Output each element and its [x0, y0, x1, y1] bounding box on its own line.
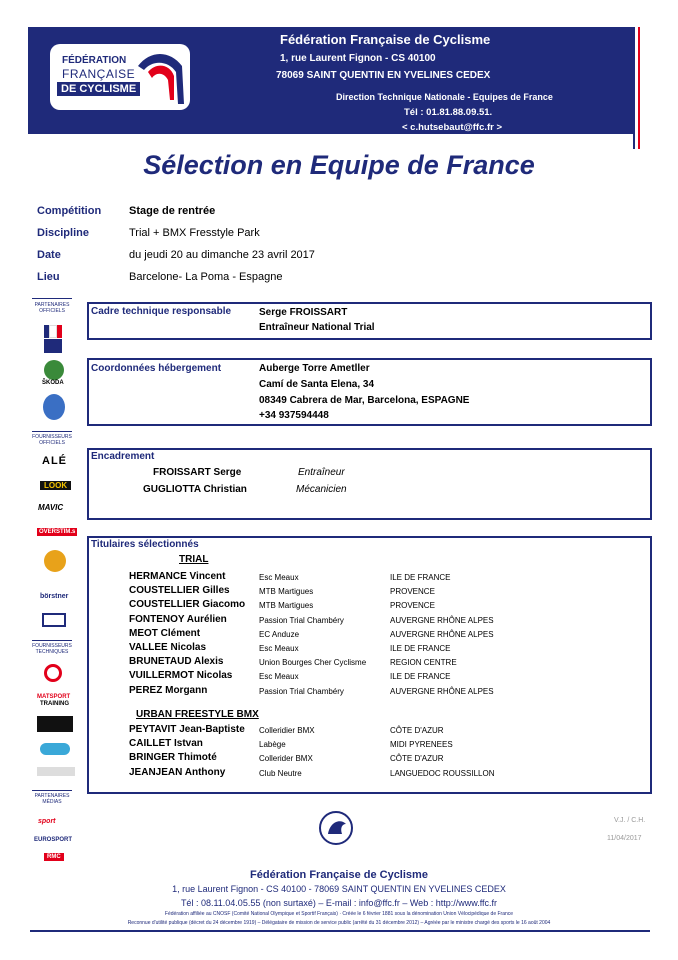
info-value-competition: Stage de rentrée — [129, 205, 216, 217]
rider-club: Labège — [259, 740, 286, 750]
hebergement-line-2: Camí de Santa Elena, 34 — [259, 379, 375, 390]
rider-region: ILE DE FRANCE — [390, 644, 451, 653]
republique-francaise-logo — [44, 325, 62, 338]
blue-sponsor-logo-icon — [40, 743, 70, 755]
rider-club: Collerider BMX — [259, 754, 313, 764]
tech-sponsor-logo-icon — [44, 664, 62, 682]
rooster-icon — [318, 810, 354, 846]
rider-region: PROVENCE — [390, 601, 435, 611]
rider-club: Colleridier BMX — [259, 726, 315, 735]
rider-region: PROVENCE — [390, 587, 435, 597]
rider-club: Esc Meaux — [259, 644, 299, 653]
rider-club: Club Neutre — [259, 768, 302, 778]
info-label-lieu: Lieu — [37, 271, 60, 283]
suppliers-block — [32, 431, 72, 446]
logo-text-line1: FÉDÉRATION — [62, 55, 127, 66]
footer-divider — [30, 930, 650, 932]
rider-club: MTB Martigues — [259, 601, 314, 611]
group-title-trial: TRIAL — [179, 554, 209, 565]
eurosport-logo: EUROSPORT — [34, 837, 73, 843]
rider-club: Passion Trial Chambéry — [259, 615, 344, 625]
rider-name: BRINGER Thimoté — [129, 752, 217, 764]
partners-label: PARTENAIRES OFFICIELS — [34, 302, 70, 314]
rider-region: AUVERGNE RHÔNE ALPES — [390, 686, 494, 696]
header-phone: Tél : 01.81.88.09.51. — [404, 107, 493, 118]
black-sponsor-logo-icon — [37, 716, 73, 732]
footer-contact: Tél : 08.11.04.05.55 (non surtaxé) – E-mail : info@ffc.fr – Web : http://www.ffc.fr — [180, 898, 498, 908]
logo-text-line2: FRANÇAISE — [62, 67, 136, 81]
titulaires-label: Titulaires sélectionnés — [91, 539, 199, 550]
footer-federation-name: Fédération Française de Cyclisme — [250, 869, 428, 881]
rider-region: REGION CENTRE — [390, 658, 457, 668]
info-value-date: du jeudi 20 au dimanche 23 avril 2017 — [129, 249, 315, 261]
info-label-date: Date — [37, 249, 61, 261]
flag-stripes — [633, 27, 640, 149]
sports-sponsor-logo-icon — [37, 767, 75, 776]
encadrement-label: Encadrement — [91, 451, 155, 462]
rider-name: COUSTELLIER Gilles — [129, 585, 230, 597]
rider-name: PEYTAVIT Jean-Baptiste — [129, 724, 245, 735]
rider-region: AUVERGNE RHÔNE ALPES — [390, 615, 494, 625]
rider-club: Esc Meaux — [259, 573, 299, 582]
training-logo: TRAINING — [40, 701, 69, 707]
rider-name: JEANJEAN Anthony — [129, 766, 226, 778]
header-email: < c.hutsebaut@ffc.fr > — [402, 122, 503, 133]
encadrement-name-2: GUGLIOTTA Christian — [143, 484, 247, 495]
hi-sponsor-logo-icon — [42, 613, 66, 627]
rider-club: Esc Meaux — [259, 672, 299, 682]
rider-name: FONTENOY Aurélien — [129, 613, 227, 625]
encadrement-role-1: Entraîneur — [298, 467, 345, 478]
header-direction: Direction Technique Nationale - Equipes de France — [336, 92, 553, 102]
header-address2: 78069 SAINT QUENTIN EN YVELINES CEDEX — [276, 70, 491, 81]
ale-logo: ALÉ — [42, 455, 67, 467]
rider-region: LANGUEDOC ROUSSILLON — [390, 768, 495, 778]
sponsor-column — [32, 298, 72, 314]
tech-suppliers-block — [32, 640, 72, 655]
media-label: PARTENAIRES MÉDIAS — [34, 793, 70, 805]
header-address1: 1, rue Laurent Fignon - CS 40100 — [280, 53, 436, 64]
france-bleu-logo-icon — [43, 394, 65, 420]
page-title: Sélection en Equipe de France — [143, 150, 535, 180]
rider-region: ILE DE FRANCE — [390, 672, 451, 682]
logo-text-line3: DE CYCLISME — [57, 82, 140, 96]
hebergement-line-1: Auberge Torre Ametller — [259, 363, 370, 374]
signature-initials: V.J. / C.H. — [614, 817, 646, 824]
mavic-logo: MAVIC — [38, 503, 64, 512]
rider-name: COUSTELLIER Giacomo — [129, 599, 246, 611]
header-federation-name: Fédération Française de Cyclisme — [280, 32, 491, 47]
rider-club: Passion Trial Chambéry — [259, 686, 344, 696]
footer-legal-2: Reconnue d'utilité publique (décret du 24 décembre 1919) – Délégataire de mission de service public (arrêté du 31 décembre 2012) – Agréée par le ministre chargé des sports le 16 août 2004 — [127, 920, 551, 926]
rider-name: VALLEE Nicolas — [129, 642, 207, 653]
hebergement-line-3: 08349 Cabrera de Mar, Barcelona, ESPAGNE — [259, 395, 470, 406]
rider-name: VUILLERMOT Nicolas — [129, 670, 233, 682]
info-value-lieu: Barcelone- La Poma - Espagne — [129, 271, 283, 283]
cadre-technique-label: Cadre technique responsable — [91, 306, 232, 317]
rider-region: MIDI PYRENEES — [390, 740, 453, 750]
look-logo: LOOK — [40, 481, 71, 490]
rider-name: CAILLET Istvan — [129, 738, 203, 750]
rider-name: HERMANCE Vincent — [129, 571, 226, 582]
encadrement-name-1: FROISSART Serge — [153, 467, 242, 478]
signature-date: 11/04/2017 — [607, 835, 642, 842]
sponsor-medal-logo-icon — [44, 550, 66, 572]
rider-club: Union Bourges Cher Cyclisme — [259, 658, 367, 668]
suppliers-label: FOURNISSEURS OFFICIELS — [32, 434, 72, 446]
rider-region: ILE DE FRANCE — [390, 573, 451, 582]
info-label-discipline: Discipline — [37, 227, 89, 239]
rider-region: CÔTE D'AZUR — [390, 726, 444, 735]
rider-region: CÔTE D'AZUR — [390, 754, 444, 764]
logo-swoosh-icon — [130, 46, 188, 108]
cadre-technique-name: Serge FROISSART — [259, 307, 348, 318]
rider-name: BRUNETAUD Alexis — [129, 656, 224, 668]
rmc-logo: RMC — [44, 853, 64, 861]
rider-club: MTB Martigues — [259, 587, 314, 597]
borstner-logo: börstner — [40, 593, 69, 600]
rider-club: EC Anduze — [259, 629, 300, 639]
hebergement-label: Coordonnées hébergement — [91, 363, 222, 374]
rider-region: AUVERGNE RHÔNE ALPES — [390, 629, 494, 639]
cadre-technique-role: Entraîneur National Trial — [259, 322, 375, 333]
overstim-logo: OVERSTIM.s — [39, 529, 76, 535]
group-title-bmx: URBAN FREESTYLE BMX — [136, 709, 259, 720]
tech-suppliers-label: FOURNISSEURS TECHNIQUES — [32, 643, 72, 655]
matsport-logo: MATSPORT — [37, 694, 71, 700]
encadrement-role-2: Mécanicien — [296, 484, 347, 495]
ministere-logo — [44, 339, 62, 353]
footer-legal-1: Fédération affiliée au CNOSF (Comité National Olympique et Sportif Français) · Créée le 6 février 1881 sous la dénomination Union Vélocipédique de France — [164, 911, 514, 917]
media-block — [32, 790, 72, 805]
info-value-discipline: Trial + BMX Fresstyle Park — [129, 227, 260, 239]
rider-name: MEOT Clément — [129, 627, 201, 639]
footer-address: 1, rue Laurent Fignon - CS 40100 - 78069 SAINT QUENTIN EN YVELINES CEDEX — [172, 884, 506, 894]
info-label-competition: Compétition — [37, 205, 102, 217]
skoda-logo-icon — [44, 360, 64, 380]
francetv-sport-logo: sport — [38, 818, 56, 825]
hebergement-line-4: +34 937594448 — [259, 410, 329, 421]
skoda-label: ŠKODA — [42, 380, 64, 386]
rider-name: PEREZ Morgann — [129, 684, 208, 696]
